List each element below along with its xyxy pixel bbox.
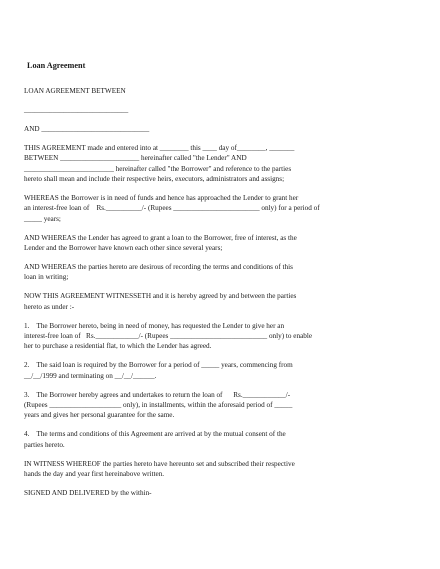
text-line: 4. The terms and conditions of this Agreement are arrived at by the mutual consent of the <box>24 430 286 439</box>
text-line: _____________________________ <box>24 105 129 114</box>
text-line: AND WHEREAS the Lender has agreed to grant a loan to the Borrower, free of interest, as the <box>24 233 297 242</box>
text-line: BETWEEN ______________________ hereinafter called "the Lender" AND <box>24 154 247 163</box>
text-line: parties hereto. <box>24 440 65 449</box>
text-line: AND ______________________________ <box>24 124 150 133</box>
text-line: hereto as under :- <box>24 302 75 311</box>
text-line: SIGNED AND DELIVERED by the within- <box>24 488 152 497</box>
document-body <box>24 60 414 507</box>
paragraph-whereas-1 <box>24 193 414 224</box>
text-line: (Rupees ____________________ only), in installments, within the aforesaid period of _____ <box>24 400 293 409</box>
paragraph-clause-3 <box>24 390 414 421</box>
text-line: __/__/1999 and terminating on __/__/______. <box>24 371 157 380</box>
text-line: AND WHEREAS the parties hereto are desirous of recording the terms and conditions of this <box>24 262 293 271</box>
paragraph-heading <box>24 86 414 96</box>
text-line: THIS AGREEMENT made and entered into at ________ this ____ day of________, _______ <box>24 143 295 152</box>
paragraph-signed <box>24 488 414 498</box>
paragraph-intro <box>24 143 414 185</box>
paragraph-blank-line <box>24 105 414 115</box>
text-line: 2. The said loan is required by the Borrower for a period of _____ years, commencing from <box>24 361 293 370</box>
text-line: 1. The Borrower hereto, being in need of money, has requested the Lender to give her an <box>24 321 285 330</box>
text-line: an interest-free loan of Rs.__________/- (Rupees ________________________ only) for a period of <box>24 204 320 213</box>
text-line: IN WITNESS WHEREOF the parties hereto have hereunto set and subscribed their respective <box>24 459 295 468</box>
text-line: hereto shall mean and include their respective heirs, executors, administrators and assigns; <box>24 174 285 183</box>
paragraph-whereas-2 <box>24 233 414 254</box>
paragraph-clause-1 <box>24 321 414 352</box>
text-line: years and gives her personal guarantee for the same. <box>24 411 175 420</box>
text-line: interest-free loan of Rs.____________/- (Rupees ___________________________ only) to enable <box>24 331 313 340</box>
paragraph-clause-4 <box>24 429 414 450</box>
text-line: _________________________ hereinafter called "the Borrower" and reference to the parties <box>24 164 292 173</box>
text-line: her to purchase a residential flat, to which the Lender has agreed. <box>24 342 212 351</box>
paragraph-list <box>24 86 414 498</box>
text-line: WHEREAS the Borrower is in need of funds and hence has approached the Lender to grant her <box>24 193 299 202</box>
paragraph-in-witness <box>24 459 414 480</box>
paragraph-witnesseth <box>24 291 414 312</box>
text-line: Lender and the Borrower have known each other since several years; <box>24 243 223 252</box>
paragraph-and-line <box>24 124 414 134</box>
paragraph-whereas-3 <box>24 262 414 283</box>
text-line: hands the day and year first hereinabove written. <box>24 469 165 478</box>
text-line: loan in writing; <box>24 273 69 282</box>
document-title: Loan Agreement <box>27 61 86 70</box>
text-line: 3. The Borrower hereby agrees and undertakes to return the loan of Rs.____________/- <box>24 390 291 399</box>
text-line: NOW THIS AGREEMENT WITNESSETH and it is hereby agreed by and between the parties <box>24 292 297 301</box>
paragraph-clause-2 <box>24 360 414 381</box>
text-line: LOAN AGREEMENT BETWEEN <box>24 87 126 95</box>
text-line: _____ years; <box>24 214 61 223</box>
